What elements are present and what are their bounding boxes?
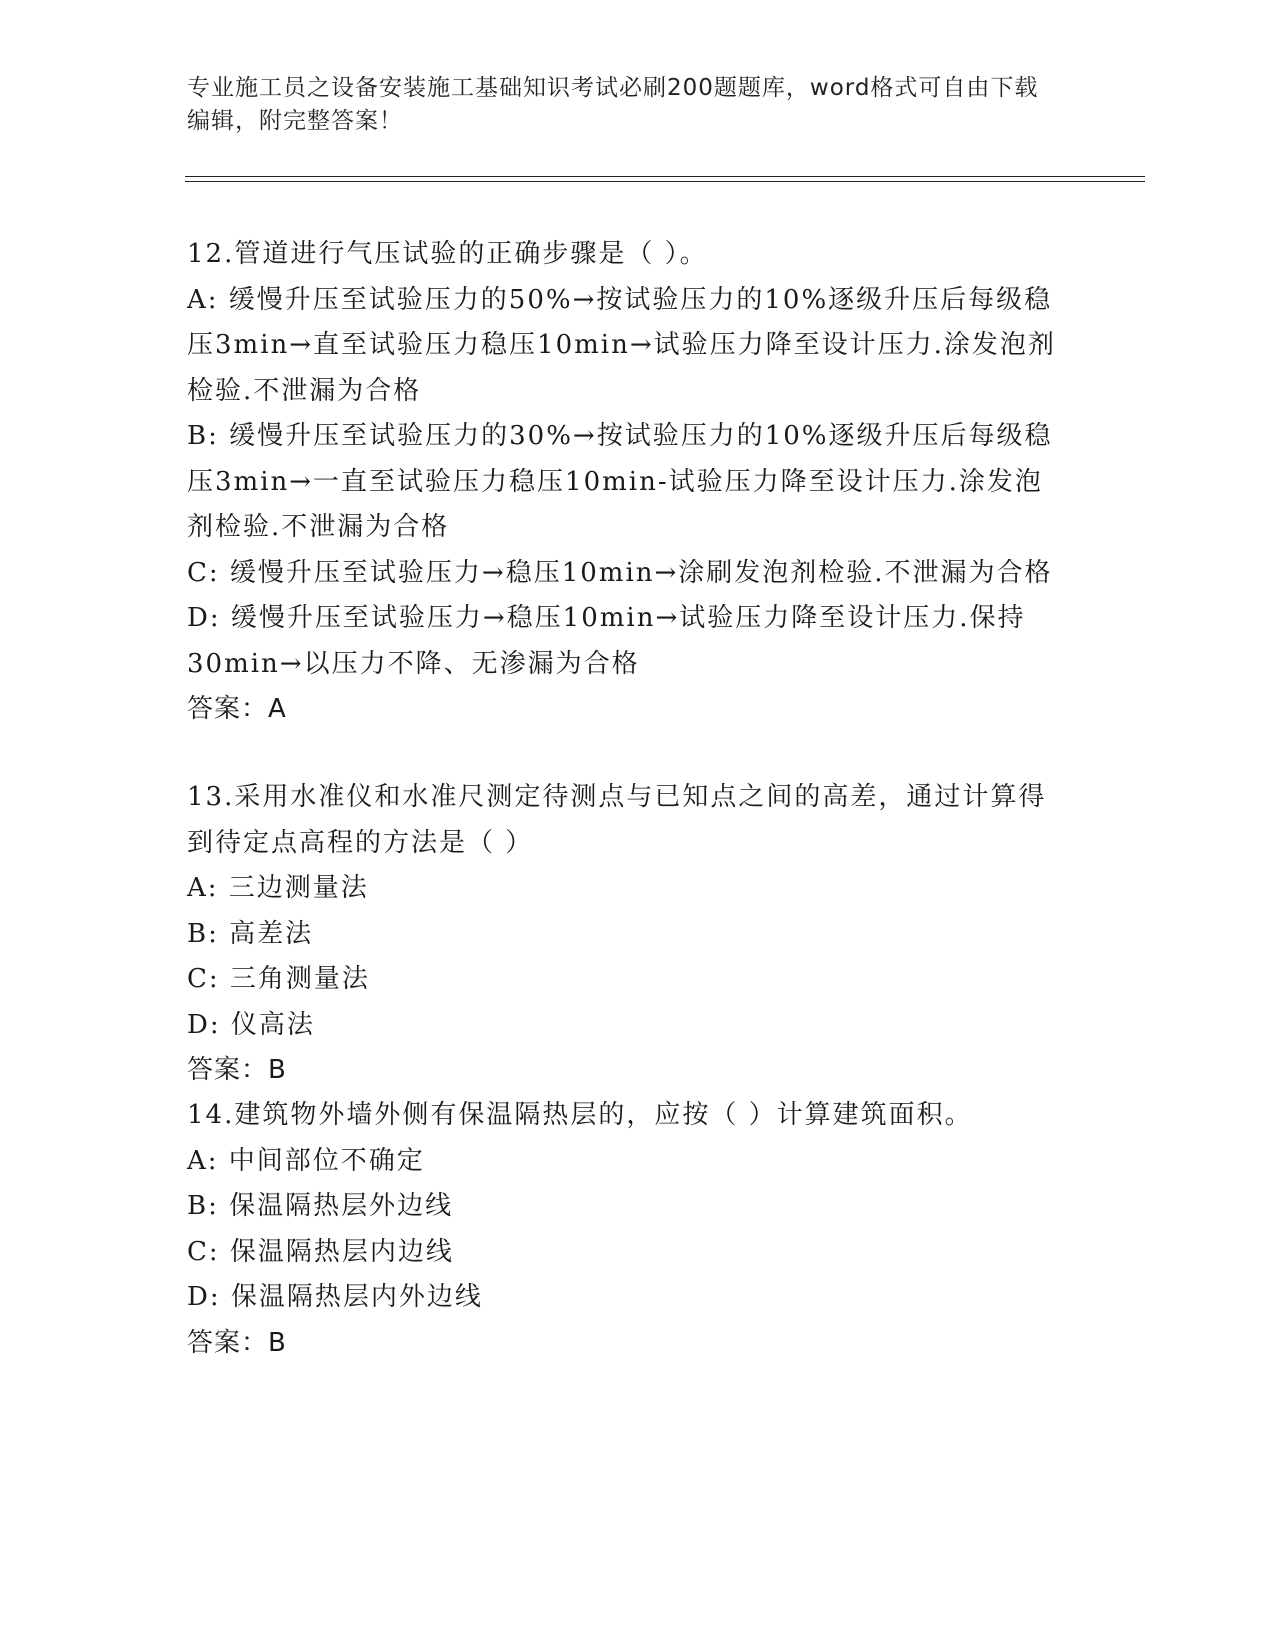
option-c: C: 缓慢升压至试验压力→稳压10min→涂刷发泡剂检验.不泄漏为合格 [187,557,1053,588]
option-d-continued: 30min→以压力不降、无渗漏为合格 [187,648,640,679]
option-b: B: 高差法 [187,918,314,949]
option-a-continued: 检验.不泄漏为合格 [187,375,422,406]
option-a: A: 中间部位不确定 [187,1145,425,1176]
question-stem: 13.采用水准仪和水准尺测定待测点与已知点之间的高差，通过计算得 [187,782,1047,812]
option-c: C: 保温隔热层内边线 [187,1236,454,1267]
option-a: A: 缓慢升压至试验压力的50%→按试验压力的10%逐级升压后每级稳 [187,284,1053,315]
option-c: C: 三角测量法 [187,964,370,994]
option-a-continued: 压3min→直至试验压力稳压10min→试验压力降至设计压力.涂发泡剂 [187,330,1056,360]
option-b-continued: 剂检验.不泄漏为合格 [187,512,450,542]
option-b: B: 缓慢升压至试验压力的30%→按试验压力的10%逐级升压后每级稳 [187,421,1053,451]
option-d: D: 保温隔热层内外边线 [187,1282,483,1312]
header-divider-bottom [185,181,1145,182]
answer-line: 答案：B [187,1055,287,1085]
option-b-continued: 压3min→一直至试验压力稳压10min-试验压力降至设计压力.涂发泡 [187,466,1043,497]
option-b: B: 保温隔热层外边线 [187,1191,454,1221]
header-divider-top [185,176,1145,177]
question-stem: 12.管道进行气压试验的正确步骤是（ ）。 [187,239,708,269]
question-14 [187,1093,1087,1366]
option-d: D: 仪高法 [187,1009,315,1040]
question-12 [187,232,1087,733]
answer-line: 答案：A [187,694,287,724]
header-title-line1: 专业施工员之设备安装施工基础知识考试必刷200题题库，word格式可自由下载 [187,75,1039,101]
option-d: D: 缓慢升压至试验压力→稳压10min→试验压力降至设计压力.保持 [187,603,1026,633]
header-title-line2: 编辑，附完整答案！ [187,108,403,134]
option-a: A: 三边测量法 [187,873,369,903]
answer-line: 答案：B [187,1327,287,1358]
document-header [187,72,1067,138]
question-stem-continued: 到待定点高程的方法是（ ） [187,827,534,858]
question-13 [187,775,1087,1094]
question-stem: 14.建筑物外墙外侧有保温隔热层的，应按（ ）计算建筑面积。 [187,1100,973,1130]
